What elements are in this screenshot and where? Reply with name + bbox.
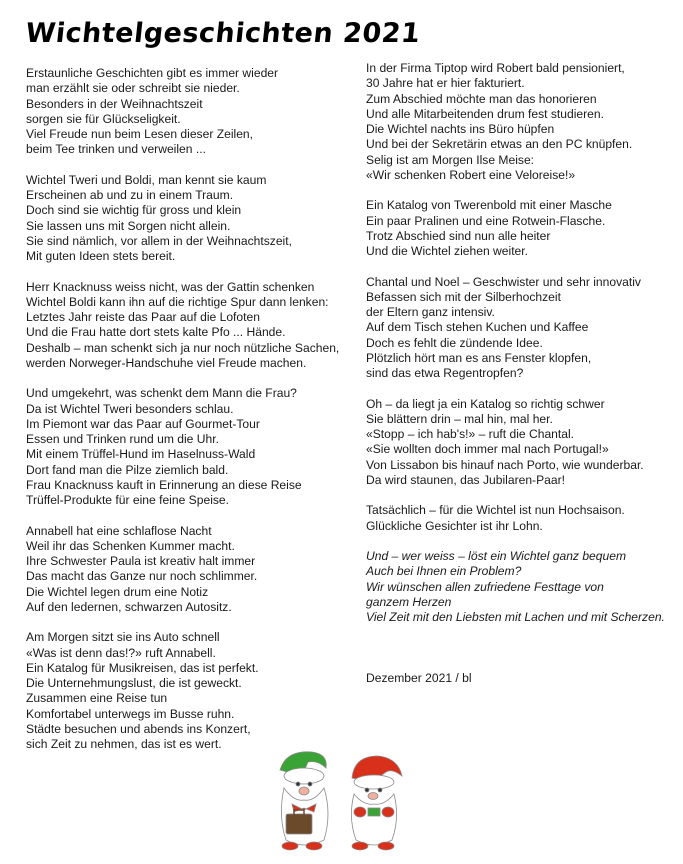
poem-line: «Sie wollten doch immer mal nach Portugal!» [366,442,609,457]
poem-line: «Stopp – ich hab's!» – ruft die Chantal. [366,427,575,441]
poem-line: Glückliche Gesichter ist ihr Lohn. [366,518,543,533]
poem-line: Ein Katalog für Musikreisen, das ist perfekt. [26,660,259,675]
gnomes-illustration [268,746,408,854]
poem-line: Von Lissabon bis hinauf nach Porto, wie wunderbar. [366,457,644,472]
closing-line: Viel Zeit mit den Liebsten mit Lachen und mit Scherzen. [366,610,665,624]
poem-line: Und alle Mitarbeitenden drum fest studieren. [366,106,604,121]
poem-line: Wichtel Boldi kann ihn auf die richtige Spur dann lenken: [26,294,329,309]
poem-line: Am Morgen sitzt sie ins Auto schnell [26,630,220,645]
poem-line: Da ist Wichtel Tweri besonders schlau. [26,401,234,416]
poem-line: Sie blättern drin – mal hin, mal her. [366,411,553,426]
poem-line: Wichtel Tweri und Boldi, man kennt sie kaum [26,172,267,187]
poem-line: Sie sind nämlich, vor allem in der Weihnachtszeit, [26,233,292,248]
poem-line: Und die Wichtel ziehen weiter. [366,244,529,258]
poem-line: sich Zeit zu nehmen, das ist es wert. [26,737,222,751]
poem-line: «Wir schenken Robert eine Veloreise!» [366,167,576,182]
poem-line: Auf den ledernen, schwarzen Autositz. [26,599,232,614]
poem-line: Plötzlich hört man es ans Fenster klopfen, [366,350,592,365]
poem-stanza [366,61,676,183]
poem-line: Selig ist am Morgen Ilse Meise: [366,152,535,167]
two-gnomes-icon [268,746,408,854]
poem-line: Zum Abschied möchte man das honorieren [366,91,597,106]
poem-line: Dort fand man die Pilze ziemlich bald. [26,462,229,477]
closing-line: ganzem Herzen [366,594,452,609]
poem-line: beim Tee trinken und verweilen ... [26,142,206,157]
poem-line: sorgen sie für Glückseligkeit. [26,111,181,126]
poem-line: Herr Knacknuss weiss nicht, was der Gattin schenken [26,279,315,294]
poem-line: der Eltern ganz intensiv. [366,305,495,319]
poem-line: Trotz Abschied sind nun alle heiter [366,228,551,243]
poem-line: Frau Knacknuss kauft in Erinnerung an diese Reise [26,477,302,492]
poem-stanza [26,173,351,265]
poem-line: «Was ist denn das!?» ruft Annabell. [26,645,216,660]
poem-line: Zusammen eine Reise tun [26,691,168,706]
poem-stanza [26,630,351,752]
poem-line: Essen und Trinken rund um die Uhr. [26,432,219,446]
poem-line: werden Norweger-Handschuhe viel Freude machen. [26,355,307,370]
poem-line: Im Piemont war das Paar auf Gourmet-Tour [26,416,260,431]
poem-line: Mit einem Trüffel-Hund im Haselnuss-Wald [26,447,256,462]
poem-stanza [366,503,676,534]
poem-stanza [366,198,676,259]
poem-line: Mit guten Ideen stets bereit. [26,249,176,263]
poem-line: Die Wichtel nachts ins Büro hüpfen [366,122,555,136]
poem-line: Komfortabel unterwegs im Busse ruhn. [26,706,235,721]
poem-line: Tatsächlich – für die Wichtel ist nun Hochsaison. [366,503,625,518]
poem-line: Viel Freude nun beim Lesen dieser Zeilen, [26,127,254,141]
poem-line: Das macht das Ganze nur noch schlimmer. [26,569,258,584]
left-column [26,66,351,768]
poem-line: Und bei der Sekretärin etwas an den PC knüpfen. [366,137,633,152]
poem-line: Doch sind sie wichtig für gross und klein [26,203,242,218]
poem-line: Doch es fehlt die zündende Idee. [366,335,543,350]
right-column [366,61,676,687]
closing-wishes [366,549,676,625]
poem-line: Die Unternehmungslust, die ist geweckt. [26,676,242,690]
poem-line: Annabell hat eine schlaflose Nacht [26,523,212,538]
poem-line: Oh – da liegt ja ein Katalog so richtig schwer [366,396,605,411]
poem-stanza [26,386,351,508]
poem-line: Die Wichtel legen drum eine Notiz [26,584,209,599]
poem-line: Erstaunliche Geschichten gibt es immer wieder [26,66,279,80]
closing-line: Wir wünschen allen zufriedene Festtage von [366,579,604,594]
poem-line: Weil ihr das Schenken Kummer macht. [26,538,235,553]
closing-line: Auch bei Ihnen ein Problem? [366,564,522,579]
poem-line: man erzählt sie oder schreibt sie nieder. [26,81,240,96]
poem-line: Ihre Schwester Paula ist kreativ halt immer [26,554,256,568]
signature: Dezember 2021 / bl [366,671,472,686]
poem-line: Deshalb – man schenkt sich ja nur noch nützliche Sachen, [26,340,340,355]
poem-line: Erscheinen ab und zu in einem Traum. [26,188,234,202]
poem-stanza [366,275,676,382]
document-title: Wichtelgeschichten 2021 [24,18,422,49]
poem-line: Und umgekehrt, was schenkt dem Mann die Frau? [26,386,297,401]
poem-line: Besonders in der Weihnachtszeit [26,96,203,111]
poem-line: Sie lassen uns mit Sorgen nicht allein. [26,218,231,233]
poem-stanza [26,524,351,616]
poem-line: Trüffel-Produkte für eine feine Speise. [26,493,230,507]
poem-line: Ein Katalog von Twerenbold mit einer Masche [366,198,612,213]
poem-line: sind das etwa Regentropfen? [366,366,524,380]
poem-line: Städte besuchen und abends ins Konzert, [26,721,251,736]
poem-line: Letztes Jahr reiste das Paar auf die Lofoten [26,310,260,324]
poem-line: Ein paar Pralinen und eine Rotwein-Flasche. [366,213,606,228]
poem-line: Da wird staunen, das Jubilaren-Paar! [366,472,565,487]
poem-line: Chantal und Noel – Geschwister und sehr innovativ [366,274,641,289]
poem-stanza [26,66,351,158]
poem-line: 30 Jahre hat er hier fakturiert. [366,76,525,91]
poem-line: Befassen sich mit der Silberhochzeit [366,289,561,304]
poem-stanza [366,397,676,489]
poem-line: Auf dem Tisch stehen Kuchen und Kaffee [366,320,589,335]
poem-stanza [26,280,351,372]
poem-line: Und die Frau hatte dort stets kalte Pfo ... Hände. [26,325,286,340]
closing-line: Und – wer weiss – löst ein Wichtel ganz bequem [366,549,627,563]
poem-line: In der Firma Tiptop wird Robert bald pensioniert, [366,61,625,75]
green-gnome [280,752,328,850]
red-gnome [351,756,402,850]
